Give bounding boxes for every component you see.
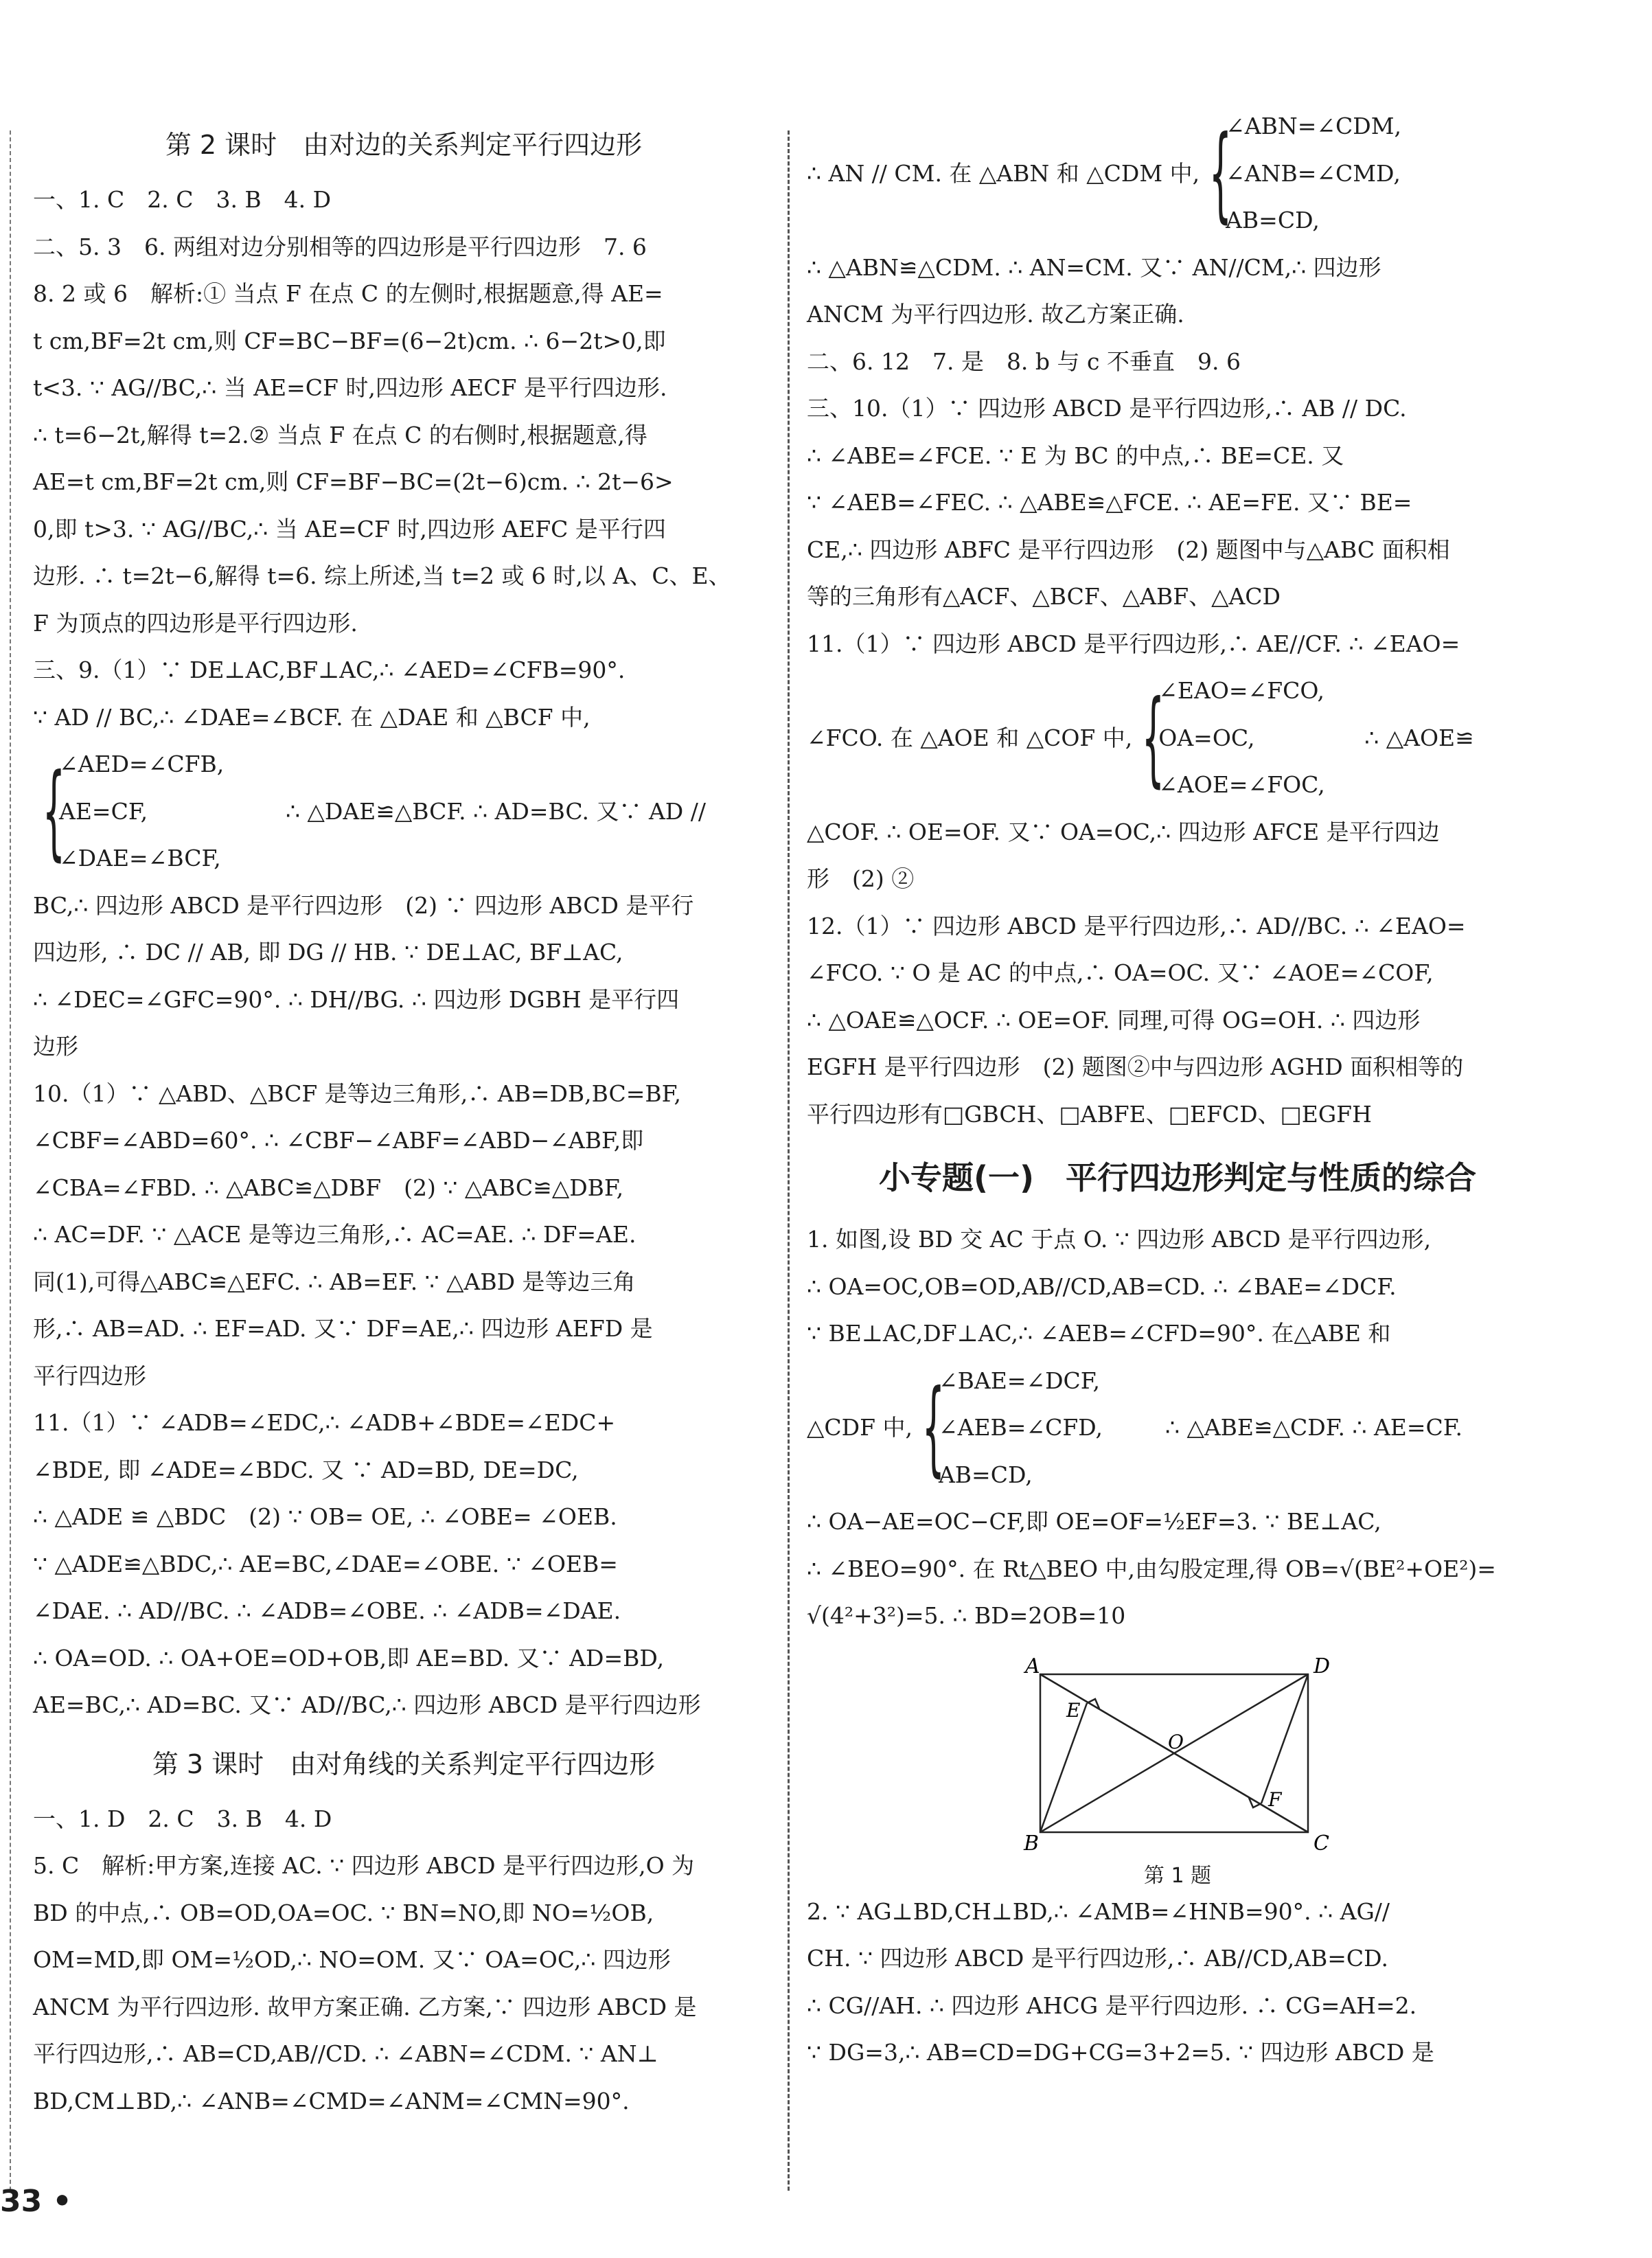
text-line: ∵ △ADE≌△BDC,∴ AE=BC,∠DAE=∠OBE. ∵ ∠OEB= <box>33 1550 618 1577</box>
text-line: F 为顶点的四边形是平行四边形. <box>33 609 358 637</box>
system-conclusion: ∴ △ABE≌△CDF. ∴ AE=CF. <box>1165 1414 1463 1441</box>
text-line: ∴ ∠BEO=90°. 在 Rt△BEO 中,由勾股定理,得 OB=√(BE²+OE²)= <box>807 1555 1496 1582</box>
text-line: AE=t cm,BF=2t cm,则 CF=BF−BC=(2t−6)cm. ∴ 2t−6> <box>33 468 674 495</box>
section-title-lesson2: 第 2 课时 由对边的关系判定平行四边形 <box>165 130 643 160</box>
text-line: ∴ OA=OC,OB=OD,AB//CD,AB=CD. ∴ ∠BAE=∠DCF. <box>807 1273 1397 1300</box>
text-line: ANCM 为平行四边形. 故乙方案正确. <box>807 301 1184 328</box>
text-line: ∴ AC=DF. ∵ △ACE 是等边三角形,∴ AC=AE. ∴ DF=AE. <box>33 1221 636 1248</box>
text-line: 12.（1）∵ 四边形 ABCD 是平行四边形,∴ AD//BC. ∴ ∠EAO= <box>807 912 1466 939</box>
section-title-lesson3: 第 3 课时 由对角线的关系判定平行四边形 <box>152 1748 656 1779</box>
text-line: BD,CM⊥BD,∴ ∠ANB=∠CMD=∠ANM=∠CMN=90°. <box>33 2087 630 2114</box>
system-line: ∠AOE=∠FOC, <box>1158 771 1325 798</box>
text-line: 11.（1）∵ ∠ADB=∠EDC,∴ ∠ADB+∠BDE=∠EDC+ <box>33 1409 616 1436</box>
text-line: 1. 如图,设 BD 交 AC 于点 O. ∵ 四边形 ABCD 是平行四边形, <box>807 1226 1432 1253</box>
text-line: 等的三角形有△ACF、△BCF、△ABF、△ACD <box>807 583 1281 610</box>
text-line: △COF. ∴ OE=OF. 又∵ OA=OC,∴ 四边形 AFCE 是平行四边 <box>807 818 1440 845</box>
label-C: C <box>1313 1831 1329 1853</box>
system-line: ∠AED=∠CFB, <box>59 751 225 777</box>
system-line: ∠AEB=∠CFD, <box>938 1414 1103 1441</box>
text-line: ∴ ∠DEC=∠GFC=90°. ∴ DH//BG. ∴ 四边形 DGBH 是平行四 <box>33 985 680 1013</box>
text-line: 二、5. 3 6. 两组对边分别相等的四边形是平行四边形 7. 6 <box>33 233 647 260</box>
brace-symbol: { <box>42 751 66 871</box>
text-line: ∠DAE. ∴ AD//BC. ∴ ∠ADB=∠OBE. ∴ ∠ADB=∠DAE. <box>33 1597 621 1624</box>
text-line: 平行四边形 <box>33 1362 146 1389</box>
text-line: ∵ ∠AEB=∠FEC. ∴ △ABE≌△FCE. ∴ AE=FE. 又∵ BE= <box>807 489 1412 516</box>
system-line: ∠BAE=∠DCF, <box>938 1367 1101 1394</box>
system-line: AB=CD, <box>938 1461 1033 1488</box>
brace-symbol: { <box>921 1368 945 1488</box>
text-line: ∴ △OAE≌△OCF. ∴ OE=OF. 同理,可得 OG=OH. ∴ 四边形 <box>807 1006 1421 1034</box>
text-line: ∠CBF=∠ABD=60°. ∴ ∠CBF−∠ABF=∠ABD−∠ABF,即 <box>33 1127 644 1154</box>
text-line: 2. ∵ AG⊥BD,CH⊥BD,∴ ∠AMB=∠HNB=90°. ∴ AG// <box>807 1897 1390 1925</box>
system-line: AB=CD, <box>1226 207 1320 233</box>
text-line: ∴ CG//AH. ∴ 四边形 AHCG 是平行四边形. ∴ CG=AH=2. <box>807 1992 1417 2019</box>
text-line: t<3. ∵ AG//BC,∴ 当 AE=CF 时,四边形 AECF 是平行四边形. <box>33 374 667 401</box>
page-number: 33 • <box>0 2184 72 2219</box>
text-line: 三、10.（1）∵ 四边形 ABCD 是平行四边形,∴ AB // DC. <box>807 395 1407 422</box>
text-line: 平行四边形有□GBCH、□ABFE、□EFCD、□EGFH <box>807 1100 1372 1128</box>
text-line: √(4²+3²)=5. ∴ BD=2OB=10 <box>807 1602 1126 1629</box>
parallelogram-diagram <box>1020 1654 1335 1853</box>
text-line: ∠BDE, 即 ∠ADE=∠BDC. 又 ∵ AD=BD, DE=DC, <box>33 1456 579 1483</box>
system-line: OA=OC, <box>1158 724 1255 751</box>
text-line: ANCM 为平行四边形. 故甲方案正确. 乙方案,∵ 四边形 ABCD 是 <box>33 1993 697 2020</box>
text-line: AE=BC,∴ AD=BC. 又∵ AD//BC,∴ 四边形 ABCD 是平行四边形 <box>33 1691 701 1718</box>
text-line: OM=MD,即 OM=½OD,∴ NO=OM. 又∵ OA=OC,∴ 四边形 <box>33 1946 671 1973</box>
equation-system <box>807 668 1548 809</box>
equation-system <box>807 103 1548 244</box>
text-line: ∠CBA=∠FBD. ∴ △ABC≌△DBF (2) ∵ △ABC≌△DBF, <box>33 1174 624 1201</box>
column-divider <box>788 130 790 2191</box>
text-line: 0,即 t>3. ∵ AG//BC,∴ 当 AE=CF 时,四边形 AEFC 是平行四 <box>33 515 666 543</box>
right-column <box>807 103 1548 2077</box>
text-line: ∴ t=6−2t,解得 t=2.② 当点 F 在点 C 的右侧时,根据题意,得 <box>33 421 647 448</box>
text-line: ∠FCO. ∵ O 是 AC 的中点,∴ OA=OC. 又∵ ∠AOE=∠COF, <box>807 959 1434 986</box>
text-line: 边形. ∴ t=2t−6,解得 t=6. 综上所述,当 t=2 或 6 时,以 A、C、E、 <box>33 562 731 589</box>
system-line: ∠ANB=∠CMD, <box>1226 159 1401 187</box>
text-line: ∵ DG=3,∴ AB=CD=DG+CG=3+2=5. ∵ 四边形 ABCD 是 <box>807 2039 1434 2066</box>
text-line: t cm,BF=2t cm,则 CF=BC−BF=(6−2t)cm. ∴ 6−2t>0,即 <box>33 327 666 354</box>
figure-parallelogram <box>1020 1654 1335 1889</box>
text-line: 二、6. 12 7. 是 8. b 与 c 不垂直 9. 6 <box>807 347 1241 375</box>
equation-system <box>33 741 775 882</box>
brace-symbol: { <box>1208 113 1232 233</box>
text-line: 8. 2 或 6 解析:① 当点 F 在点 C 的左侧时,根据题意,得 AE= <box>33 280 663 307</box>
system-intro: ∴ AN // CM. 在 △ABN 和 △CDM 中, <box>807 159 1200 187</box>
brace-symbol: { <box>1142 678 1165 798</box>
label-E: E <box>1066 1698 1081 1722</box>
system-conclusion: ∴ △AOE≌ <box>1364 724 1474 751</box>
system-conclusion: ∴ △DAE≌△BCF. ∴ AD=BC. 又∵ AD // <box>286 797 706 825</box>
text-line: CE,∴ 四边形 ABFC 是平行四边形 (2) 题图中与△ABC 面积相 <box>807 536 1450 563</box>
text-line: 边形 <box>33 1033 78 1060</box>
text-line: ∵ BE⊥AC,DF⊥AC,∴ ∠AEB=∠CFD=90°. 在△ABE 和 <box>807 1320 1391 1347</box>
text-line: 同(1),可得△ABC≌△EFC. ∴ AB=EF. ∵ △ABD 是等边三角 <box>33 1268 636 1295</box>
label-D: D <box>1313 1654 1331 1678</box>
text-line: ∴ ∠ABE=∠FCE. ∵ E 为 BC 的中点,∴ BE=CE. 又 <box>807 442 1344 469</box>
text-line: ∴ △ADE ≌ △BDC (2) ∵ OB= OE, ∴ ∠OBE= ∠OEB. <box>33 1503 617 1530</box>
text-line: ∴ OA−AE=OC−CF,即 OE=OF=½EF=3. ∵ BE⊥AC, <box>807 1508 1381 1535</box>
left-margin-rule <box>10 130 11 2191</box>
text-line: 三、9.（1）∵ DE⊥AC,BF⊥AC,∴ ∠AED=∠CFB=90°. <box>33 657 626 683</box>
system-line: ∠EAO=∠FCO, <box>1158 677 1324 704</box>
text-line: 形,∴ AB=AD. ∴ EF=AD. 又∵ DF=AE,∴ 四边形 AEFD 是 <box>33 1315 653 1342</box>
text-line: EGFH 是平行四边形 (2) 题图②中与四边形 AGHD 面积相等的 <box>807 1053 1464 1080</box>
label-A: A <box>1025 1654 1040 1678</box>
text-line: 四边形, ∴ DC // AB, 即 DG // HB. ∵ DE⊥AC, BF⊥AC, <box>33 939 623 966</box>
label-F: F <box>1268 1788 1282 1811</box>
text-line: CH. ∵ 四边形 ABCD 是平行四边形,∴ AB//CD,AB=CD. <box>807 1945 1388 1972</box>
text-line: 5. C 解析:甲方案,连接 AC. ∵ 四边形 ABCD 是平行四边形,O 为 <box>33 1852 695 1879</box>
text-line: 形 (2) ② <box>807 865 915 892</box>
label-B: B <box>1024 1831 1040 1853</box>
figure-caption: 第 1 题 <box>1143 1863 1212 1888</box>
text-line: BC,∴ 四边形 ABCD 是平行四边形 (2) ∵ 四边形 ABCD 是平行 <box>33 891 694 919</box>
text-line: 11.（1）∵ 四边形 ABCD 是平行四边形,∴ AE//CF. ∴ ∠EAO= <box>807 630 1460 657</box>
system-line: AE=CF, <box>59 797 148 825</box>
system-intro: ∠FCO. 在 △AOE 和 △COF 中, <box>807 724 1133 751</box>
text-line: 平行四边形,∴ AB=CD,AB//CD. ∴ ∠ABN=∠CDM. ∵ AN⊥ <box>33 2040 658 2067</box>
text-line: 10.（1）∵ △ABD、△BCF 是等边三角形,∴ AB=DB,BC=BF, <box>33 1080 681 1107</box>
text-line: ∴ OA=OD. ∴ OA+OE=OD+OB,即 AE=BD. 又∵ AD=BD, <box>33 1644 665 1672</box>
text-line: 一、1. D 2. C 3. B 4. D <box>33 1805 332 1832</box>
label-O: O <box>1168 1730 1184 1753</box>
system-line: ∠DAE=∠BCF, <box>59 845 221 871</box>
equation-system <box>807 1358 1548 1499</box>
text-line: 一、1. C 2. C 3. B 4. D <box>33 186 332 213</box>
left-column <box>33 110 775 2125</box>
section-title-special-topic: 小专题(一) 平行四边形判定与性质的综合 <box>878 1159 1477 1196</box>
system-intro: △CDF 中, <box>807 1414 913 1441</box>
text-line: ∴ △ABN≌△CDM. ∴ AN=CM. 又∵ AN//CM,∴ 四边形 <box>807 253 1381 281</box>
text-line: BD 的中点,∴ OB=OD,OA=OC. ∵ BN=NO,即 NO=½OB, <box>33 1899 654 1926</box>
system-line: ∠ABN=∠CDM, <box>1226 113 1401 139</box>
text-line: ∵ AD // BC,∴ ∠DAE=∠BCF. 在 △DAE 和 △BCF 中, <box>33 703 590 731</box>
